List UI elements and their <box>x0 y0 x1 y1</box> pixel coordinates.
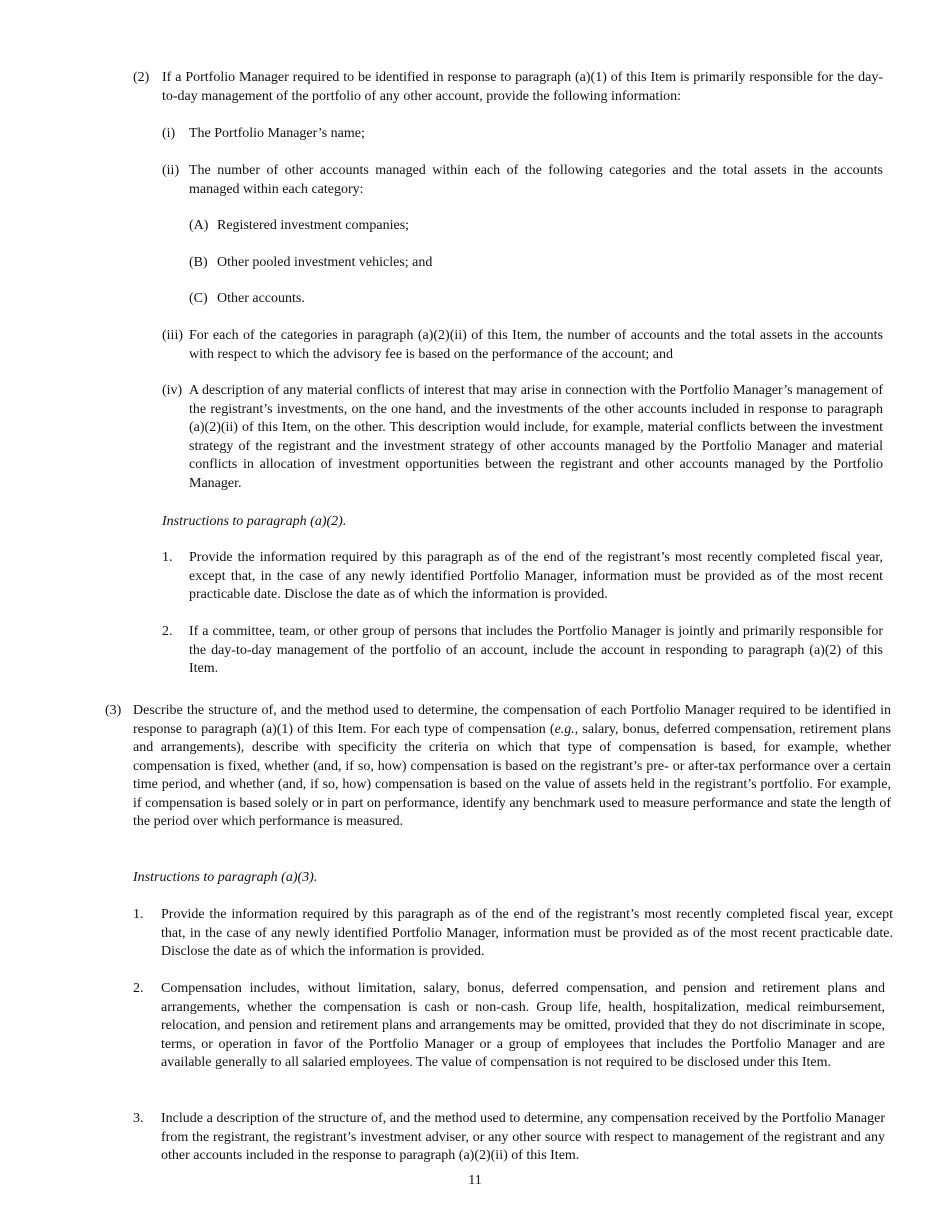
item-i-number: (i) <box>162 126 176 141</box>
para-3-text <box>133 702 891 832</box>
item-iii-text: For each of the categories in paragraph (a)(2)(ii) of this Item, the number of accounts and the total assets in the accounts with respect to which the advisory fee is based on the performance of the account; and <box>189 328 883 362</box>
instr-a3-3-number: 3. <box>133 1111 144 1126</box>
item-ii-text: The number of other accounts managed within each of the following categories and the total assets in the accounts managed within each category: <box>189 163 883 197</box>
page-number: 11 <box>468 1173 482 1188</box>
item-iv-text: A description of any material conflicts of interest that may arise in connection with the Portfolio Manager’s management of the registrant’s investments, on the one hand, and the investments of the other accounts included in response to paragraph (a)(2)(ii) of this Item, on the other. This description would include, for example, material conflicts between the investment strategy of the registrant and the investment strategy of other accounts managed by the Portfolio Manager and material conflicts in allocation of investment opportunities between the registrant and other accounts managed by the Portfolio Manager. <box>189 383 883 491</box>
item-A-text: Registered investment companies; <box>217 218 410 233</box>
instr-a3-1-text: Provide the information required by this paragraph as of the end of the registrant’s most recently completed fiscal year, except that, in the case of any newly identified Portfolio Manager, information must be provided as of the most recent practicable date. Disclose the date as of which the information is provided. <box>161 907 893 959</box>
instructions-a3-heading: Instructions to paragraph (a)(3). <box>133 870 318 885</box>
instr-a2-1-number: 1. <box>162 550 173 565</box>
item-B-text: Other pooled investment vehicles; and <box>217 255 433 270</box>
para-3-number: (3) <box>105 703 122 718</box>
instr-a2-1-text: Provide the information required by this paragraph as of the end of the registrant’s most recently completed fiscal year, except that, in the case of any newly identified Portfolio Manager, information must be provided as of the most recent practicable date. Disclose the date as of which the information is provided. <box>189 550 883 602</box>
para-2-number: (2) <box>133 70 150 85</box>
item-ii-number: (ii) <box>162 163 180 178</box>
para-3-text-part-a: Describe the structure of, and the method used to determine, the compensation of each Portfolio Manager required to be identified in response to paragraph (a)(1) of this Item. For each type of compensation ( <box>133 703 891 737</box>
item-i-text: The Portfolio Manager’s name; <box>189 126 365 141</box>
instr-a3-1-number: 1. <box>133 907 144 922</box>
para-3-text-part-b: , salary, bonus, deferred compensation, retirement plans and arrangements), describe with specificity the criteria on which that type of compensation is based, for example, whether compensation is fixed, whether (and, if so, how) compensation is based on the registrant’s pre- or after-tax performance over a certain time period, and whether (and, if so, how) compensation is based on the value of assets held in the registrant’s portfolio. For example, if compensation is based solely or in part on performance, identify any benchmark used to measure performance and state the length of the period over which performance is measured. <box>133 721 891 829</box>
para-3-eg: e.g. <box>554 721 575 737</box>
instructions-a2-heading: Instructions to paragraph (a)(2). <box>162 514 347 529</box>
instr-a3-2-number: 2. <box>133 981 144 996</box>
instr-a3-2-text: Compensation includes, without limitation, salary, bonus, deferred compensation, and pension and retirement plans and arrangements, whether the compensation is cash or non-cash. Group life, health, hospitalization, medical reimbursement, relocation, and pension and retirement plans and arrangements may be omitted, provided that they do not discriminate in scope, terms, or operation in favor of the Portfolio Manager or a group of employees that includes the Portfolio Manager and are available generally to all salaried employees. The value of compensation is not required to be disclosed under this Item. <box>161 981 885 1070</box>
instr-a2-2-text: If a committee, team, or other group of persons that includes the Portfolio Manager is jointly and primarily responsible for the day-to-day management of the portfolio of an account, include the account in responding to paragraph (a)(2) of this Item. <box>189 624 883 676</box>
item-B-number: (B) <box>189 255 208 270</box>
instr-a2-2-number: 2. <box>162 624 173 639</box>
item-C-number: (C) <box>189 291 208 306</box>
para-2-text: If a Portfolio Manager required to be identified in response to paragraph (a)(1) of this Item is primarily responsible for the day-to-day management of the portfolio of any other account, provide the following information: <box>162 70 883 104</box>
item-C-text: Other accounts. <box>217 291 305 306</box>
item-iv-number: (iv) <box>162 383 183 398</box>
item-A-number: (A) <box>189 218 209 233</box>
item-iii-number: (iii) <box>162 328 183 343</box>
instr-a3-3-text: Include a description of the structure of, and the method used to determine, any compensation received by the Portfolio Manager from the registrant, the registrant’s investment adviser, or any other source with respect to management of the registrant and any other accounts included in the response to paragraph (a)(2)(ii) of this Item. <box>161 1111 885 1163</box>
